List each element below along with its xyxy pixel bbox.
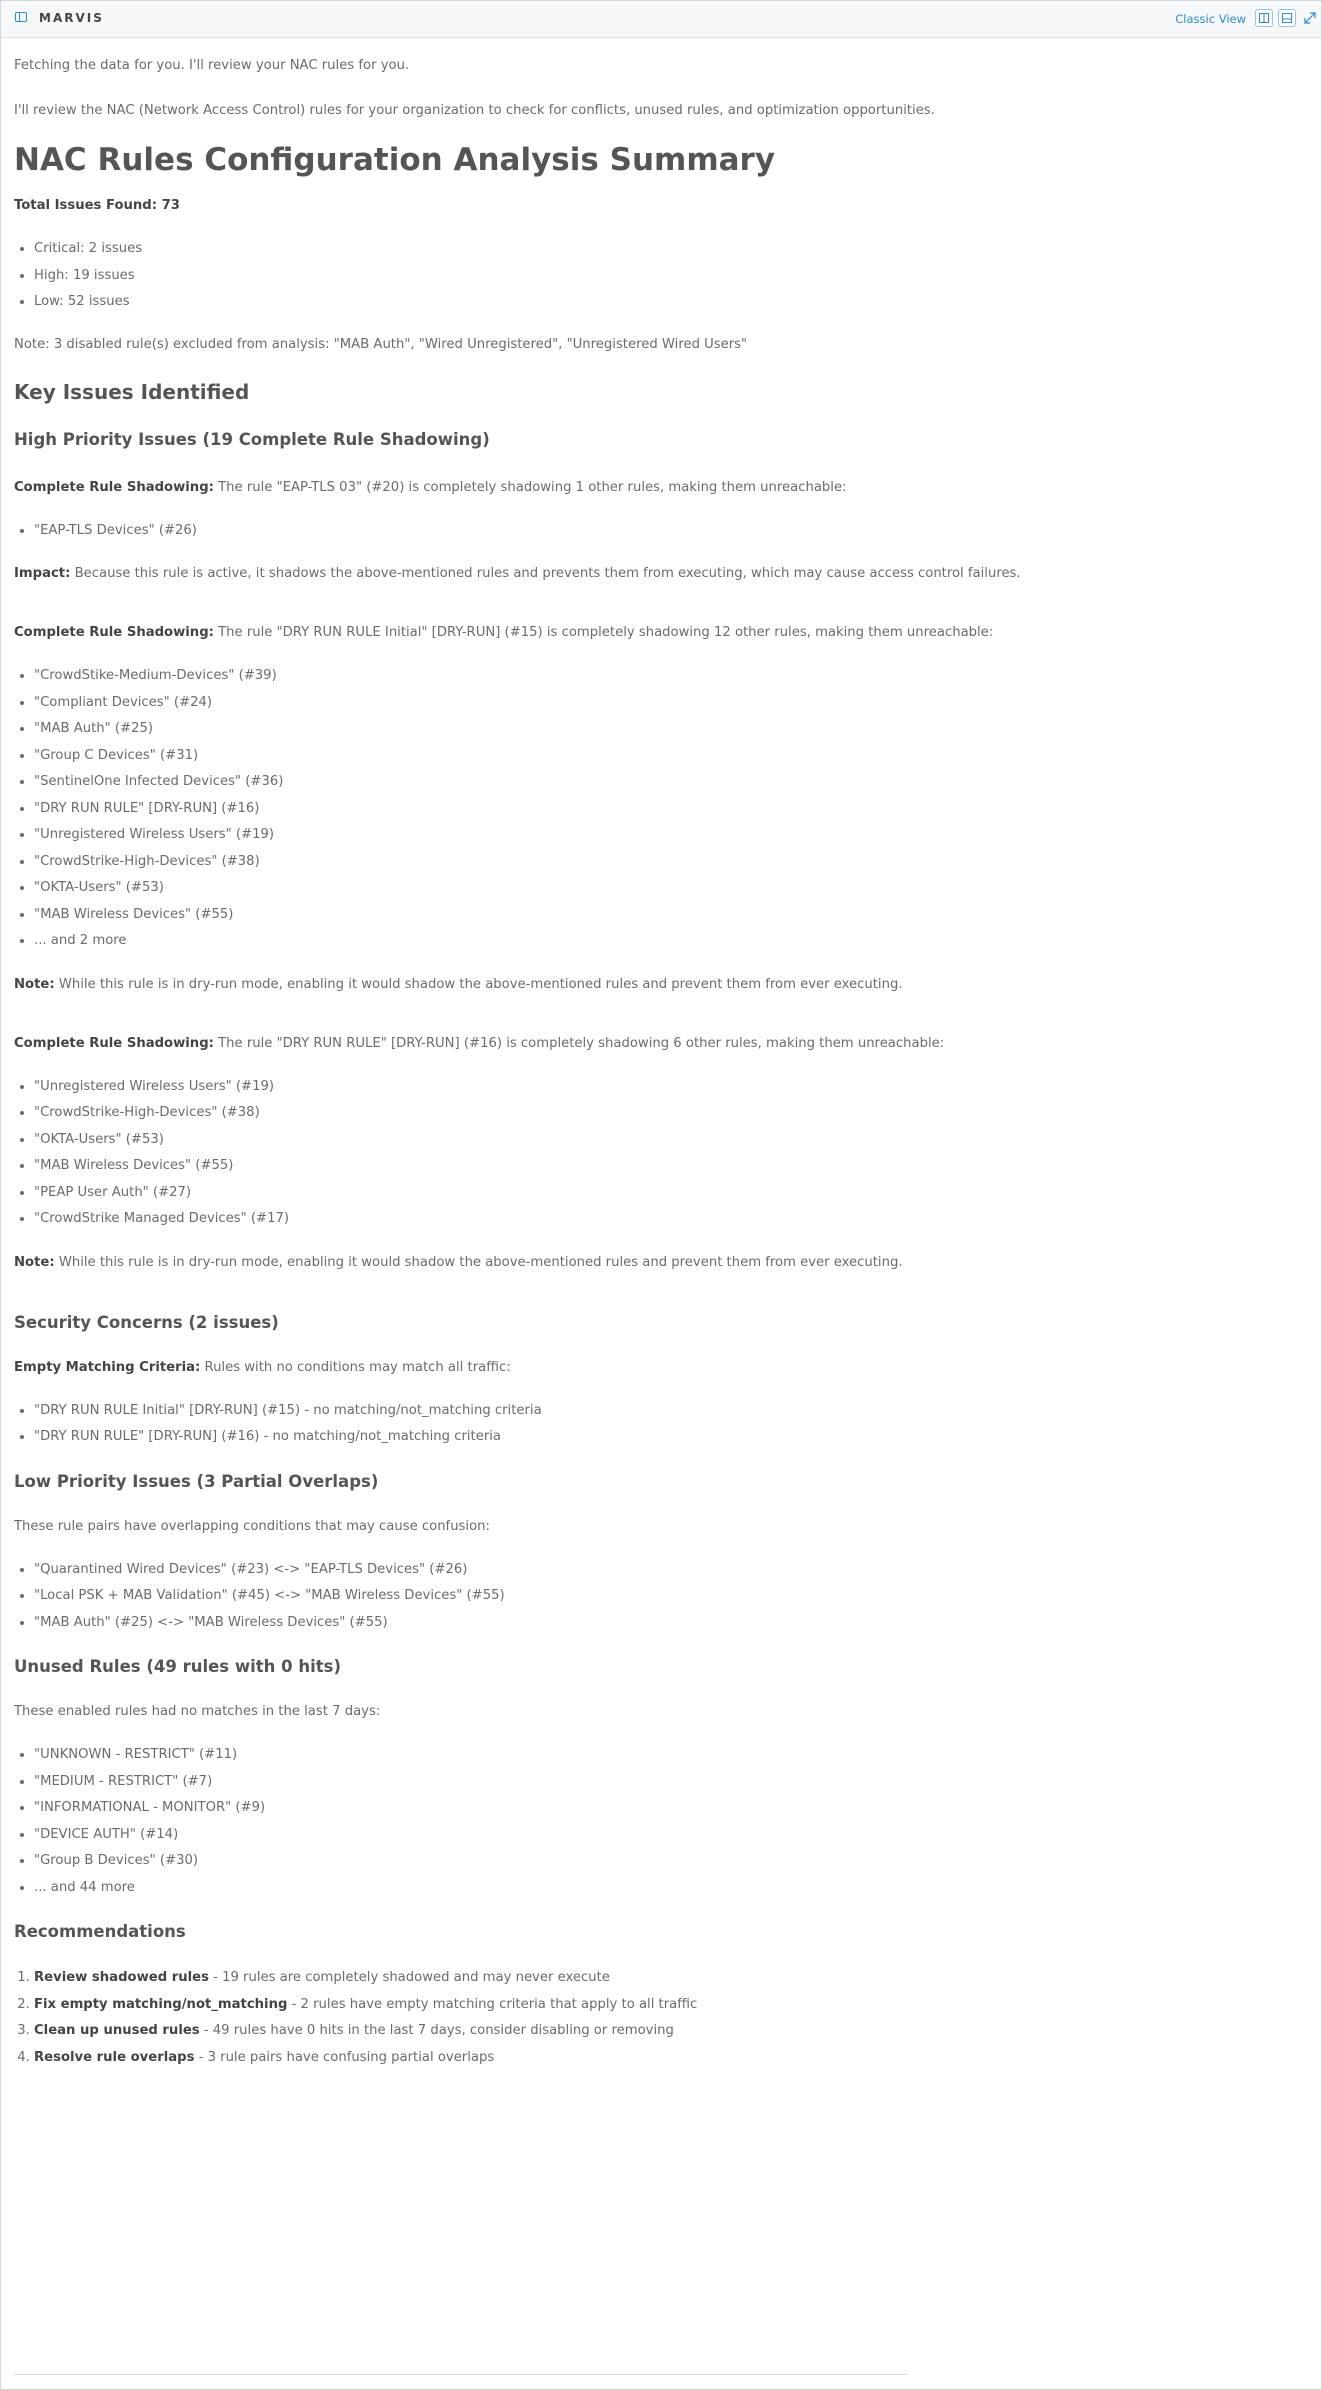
- list-item: • "SentinelOne Infected Devices" (#36): [34, 769, 1304, 796]
- summary-title: NAC Rules Configuration Analysis Summary: [14, 142, 776, 178]
- panel-toggle-icon[interactable]: [15, 12, 27, 22]
- list-item: • "MAB Auth" (#25) <-> "MAB Wireless Devices" (#55): [34, 1610, 1304, 1637]
- list-item: • "MAB Auth" (#25): [34, 716, 1304, 743]
- intro-line-1: Fetching the data for you. I'll review your NAC rules for you.: [14, 58, 410, 73]
- shadowing-paragraph-2: Complete Rule Shadowing: The rule "DRY RUN RULE Initial" [DRY-RUN] (#15) is completely shadowing 12 other rules, making them unreachable:: [14, 625, 994, 640]
- list-item: • ... and 44 more: [34, 1875, 1304, 1902]
- top-bar: [1, 1, 1321, 38]
- list-item: • "PEAP User Auth" (#27): [34, 1180, 1304, 1207]
- list-item: • "MAB Wireless Devices" (#55): [34, 902, 1304, 929]
- shadowed-rules-list-2: [14, 663, 1304, 955]
- list-item: • "DRY RUN RULE" [DRY-RUN] (#16): [34, 796, 1304, 823]
- total-issues: Total Issues Found: 73: [14, 198, 180, 213]
- recommendations-title: Recommendations: [14, 1922, 186, 1941]
- chat-response: [14, 37, 1304, 2071]
- shadowed-rules-list-3: [14, 1074, 1304, 1233]
- bottom-panel-button[interactable]: [1278, 9, 1296, 27]
- recommendation-item: 2. Fix empty matching/not_matching - 2 rules have empty matching criteria that apply to all traffic: [34, 1992, 1304, 2019]
- overlap-list: [14, 1557, 1304, 1637]
- list-item: • "MEDIUM - RESTRICT" (#7): [34, 1769, 1304, 1796]
- split-view-button[interactable]: [1255, 9, 1273, 27]
- severity-list: [14, 236, 1304, 316]
- unused-description: These enabled rules had no matches in the last 7 days:: [14, 1704, 381, 1719]
- list-item: • "OKTA-Users" (#53): [34, 1127, 1304, 1154]
- list-item: • "CrowdStrike-High-Devices" (#38): [34, 1100, 1304, 1127]
- list-item: • "CrowdStike-Medium-Devices" (#39): [34, 663, 1304, 690]
- list-item: • "Quarantined Wired Devices" (#23) <-> "EAP-TLS Devices" (#26): [34, 1557, 1304, 1584]
- list-item: • "EAP-TLS Devices" (#26): [34, 518, 1304, 545]
- high-priority-title: High Priority Issues (19 Complete Rule Shadowing): [14, 429, 490, 449]
- dry-run-note-2: Note: While this rule is in dry-run mode, enabling it would shadow the above-mentioned rules and prevent them from ever executing.: [14, 1254, 903, 1270]
- divider: [14, 2374, 908, 2375]
- unused-rules-title: Unused Rules (49 rules with 0 hits): [14, 1657, 342, 1676]
- key-issues-title: Key Issues Identified: [14, 379, 250, 404]
- list-item: • "Local PSK + MAB Validation" (#45) <-> "MAB Wireless Devices" (#55): [34, 1583, 1304, 1610]
- split-view-icon: [1259, 13, 1269, 23]
- expand-button[interactable]: [1301, 9, 1319, 27]
- expand-icon: [1304, 12, 1316, 24]
- list-item: • High: 19 issues: [34, 263, 1304, 290]
- recommendation-item: 1. Review shadowed rules - 19 rules are completely shadowed and may never execute: [34, 1965, 1304, 1992]
- list-item: • "Group C Devices" (#31): [34, 743, 1304, 770]
- intro-line-2: I'll review the NAC (Network Access Control) rules for your organization to check for conflicts, unused rules, and optimization opportunities.: [14, 103, 935, 118]
- impact-paragraph: Impact: Because this rule is active, it shadows the above-mentioned rules and prevents them from executing, which may cause access control failures.: [14, 566, 1021, 581]
- list-item: • "CrowdStrike Managed Devices" (#17): [34, 1206, 1304, 1233]
- classic-view-link[interactable]: Classic View: [1175, 12, 1246, 26]
- list-item: • "OKTA-Users" (#53): [34, 875, 1304, 902]
- list-item: • ... and 2 more: [34, 928, 1304, 955]
- bottom-panel-icon: [1282, 13, 1292, 23]
- security-concerns-title: Security Concerns (2 issues): [14, 1312, 279, 1332]
- recommendations-list: [14, 1965, 1304, 2071]
- list-item: • "Unregistered Wireless Users" (#19): [34, 1074, 1304, 1101]
- list-item: • "Compliant Devices" (#24): [34, 690, 1304, 717]
- list-item: • "UNKNOWN - RESTRICT" (#11): [34, 1742, 1304, 1769]
- list-item: • Low: 52 issues: [34, 289, 1304, 316]
- list-item: • "Group B Devices" (#30): [34, 1848, 1304, 1875]
- shadowed-rules-list-1: [14, 518, 1304, 545]
- empty-criteria-list: [14, 1398, 1304, 1451]
- list-item: • "INFORMATIONAL - MONITOR" (#9): [34, 1795, 1304, 1822]
- list-item: • "DRY RUN RULE" [DRY-RUN] (#16) - no matching/not_matching criteria: [34, 1424, 1304, 1451]
- app-title: MARVIS: [39, 11, 104, 25]
- list-item: • "Unregistered Wireless Users" (#19): [34, 822, 1304, 849]
- empty-criteria-paragraph: Empty Matching Criteria: Rules with no conditions may match all traffic:: [14, 1359, 511, 1375]
- low-priority-title: Low Priority Issues (3 Partial Overlaps): [14, 1471, 379, 1491]
- unused-rules-list: [14, 1742, 1304, 1901]
- shadowing-paragraph-3: Complete Rule Shadowing: The rule "DRY RUN RULE" [DRY-RUN] (#16) is completely shadowing 6 other rules, making them unreachable:: [14, 1035, 945, 1051]
- recommendation-item: 3. Clean up unused rules - 49 rules have 0 hits in the last 7 days, consider disabling or removing: [34, 2018, 1304, 2045]
- list-item: • "DEVICE AUTH" (#14): [34, 1822, 1304, 1849]
- list-item: • Critical: 2 issues: [34, 236, 1304, 263]
- disabled-rules-note: Note: 3 disabled rule(s) excluded from analysis: "MAB Auth", "Wired Unregistered", "Unregistered Wired Users": [14, 336, 748, 352]
- overlap-description: These rule pairs have overlapping conditions that may cause confusion:: [14, 1518, 490, 1534]
- recommendation-item: 4. Resolve rule overlaps - 3 rule pairs have confusing partial overlaps: [34, 2045, 1304, 2072]
- shadowing-paragraph-1: Complete Rule Shadowing: The rule "EAP-TLS 03" (#20) is completely shadowing 1 other rules, making them unreachable:: [14, 479, 847, 495]
- list-item: • "CrowdStrike-High-Devices" (#38): [34, 849, 1304, 876]
- list-item: • "MAB Wireless Devices" (#55): [34, 1153, 1304, 1180]
- list-item: • "DRY RUN RULE Initial" [DRY-RUN] (#15) - no matching/not_matching criteria: [34, 1398, 1304, 1425]
- dry-run-note-1: Note: While this rule is in dry-run mode, enabling it would shadow the above-mentioned rules and prevent them from ever executing.: [14, 976, 903, 992]
